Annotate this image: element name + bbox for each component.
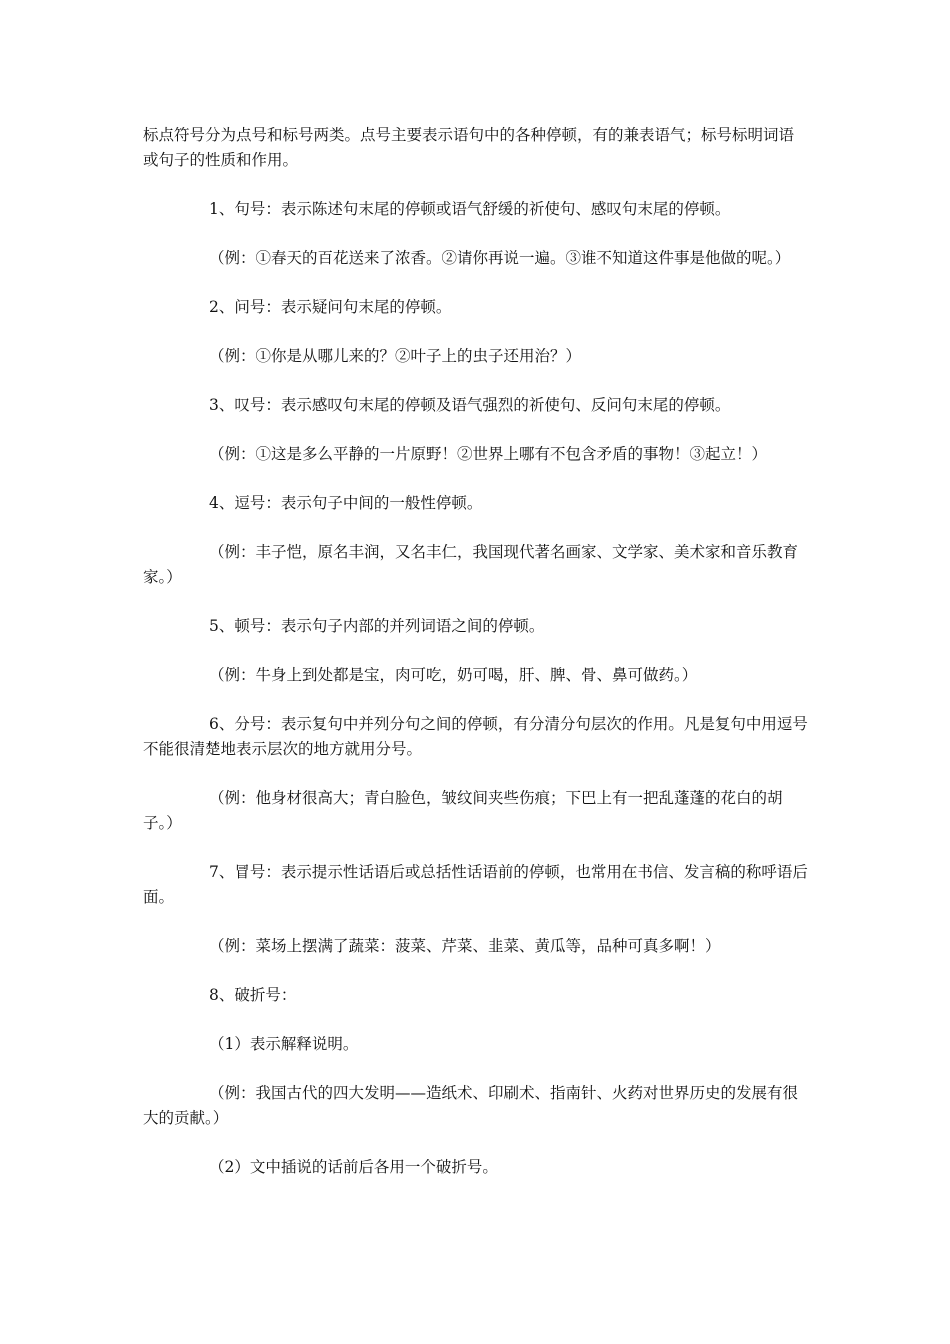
document-body [143,123,809,1204]
intro-paragraph: 标点符号分为点号和标号两类。点号主要表示语句中的各种停顿，有的兼表语气；标号标明词语或句子的性质和作用。 [143,126,795,169]
dash-usage-1-example: （例：我国古代的四大发明——造纸术、印刷术、指南针、火药对世界历史的发展有很大的贡献。） [143,1084,799,1127]
colon-definition: 7、冒号：表示提示性话语后或总括性话语前的停顿，也常用在书信、发言稿的称呼语后面。 [143,863,808,906]
comma-example: （例：丰子恺，原名丰润，又名丰仁，我国现代著名画家、文学家、美术家和音乐教育家。） [143,543,799,586]
period-definition: 1、句号：表示陈述句末尾的停顿或语气舒缓的祈使句、感叹句末尾的停顿。 [209,200,731,218]
dash-usage-2: （2）文中插说的话前后各用一个破折号。 [209,1158,498,1176]
question-mark-example: （例：①你是从哪儿来的？②叶子上的虫子还用治？） [209,347,582,365]
colon-example: （例：菜场上摆满了蔬菜：菠菜、芹菜、韭菜、黄瓜等，品种可真多啊！） [209,937,721,955]
semicolon-example: （例：他身材很高大；青白脸色，皱纹间夹些伤痕；下巴上有一把乱蓬蓬的花白的胡子。） [143,789,783,832]
question-mark-definition: 2、问号：表示疑问句末尾的停顿。 [209,298,452,316]
enumeration-comma-example: （例：牛身上到处都是宝，肉可吃，奶可喝，肝、脾、骨、鼻可做药。） [209,666,698,684]
enumeration-comma-definition: 5、顿号：表示句子内部的并列词语之间的停顿。 [209,617,545,635]
exclamation-example: （例：①这是多么平静的一片原野！②世界上哪有不包含矛盾的事物！③起立！） [209,445,768,463]
exclamation-definition: 3、叹号：表示感叹句末尾的停顿及语气强烈的祈使句、反问句末尾的停顿。 [209,396,731,414]
dash-heading: 8、破折号： [209,986,297,1004]
comma-definition: 4、逗号：表示句子中间的一般性停顿。 [209,494,483,512]
dash-usage-1: （1）表示解释说明。 [209,1035,359,1053]
period-example: （例：①春天的百花送来了浓香。②请你再说一遍。③谁不知道这件事是他做的呢。） [209,249,791,267]
semicolon-definition: 6、分号：表示复句中并列分句之间的停顿，有分清分句层次的作用。凡是复句中用逗号不能很清楚地表示层次的地方就用分号。 [143,715,808,758]
